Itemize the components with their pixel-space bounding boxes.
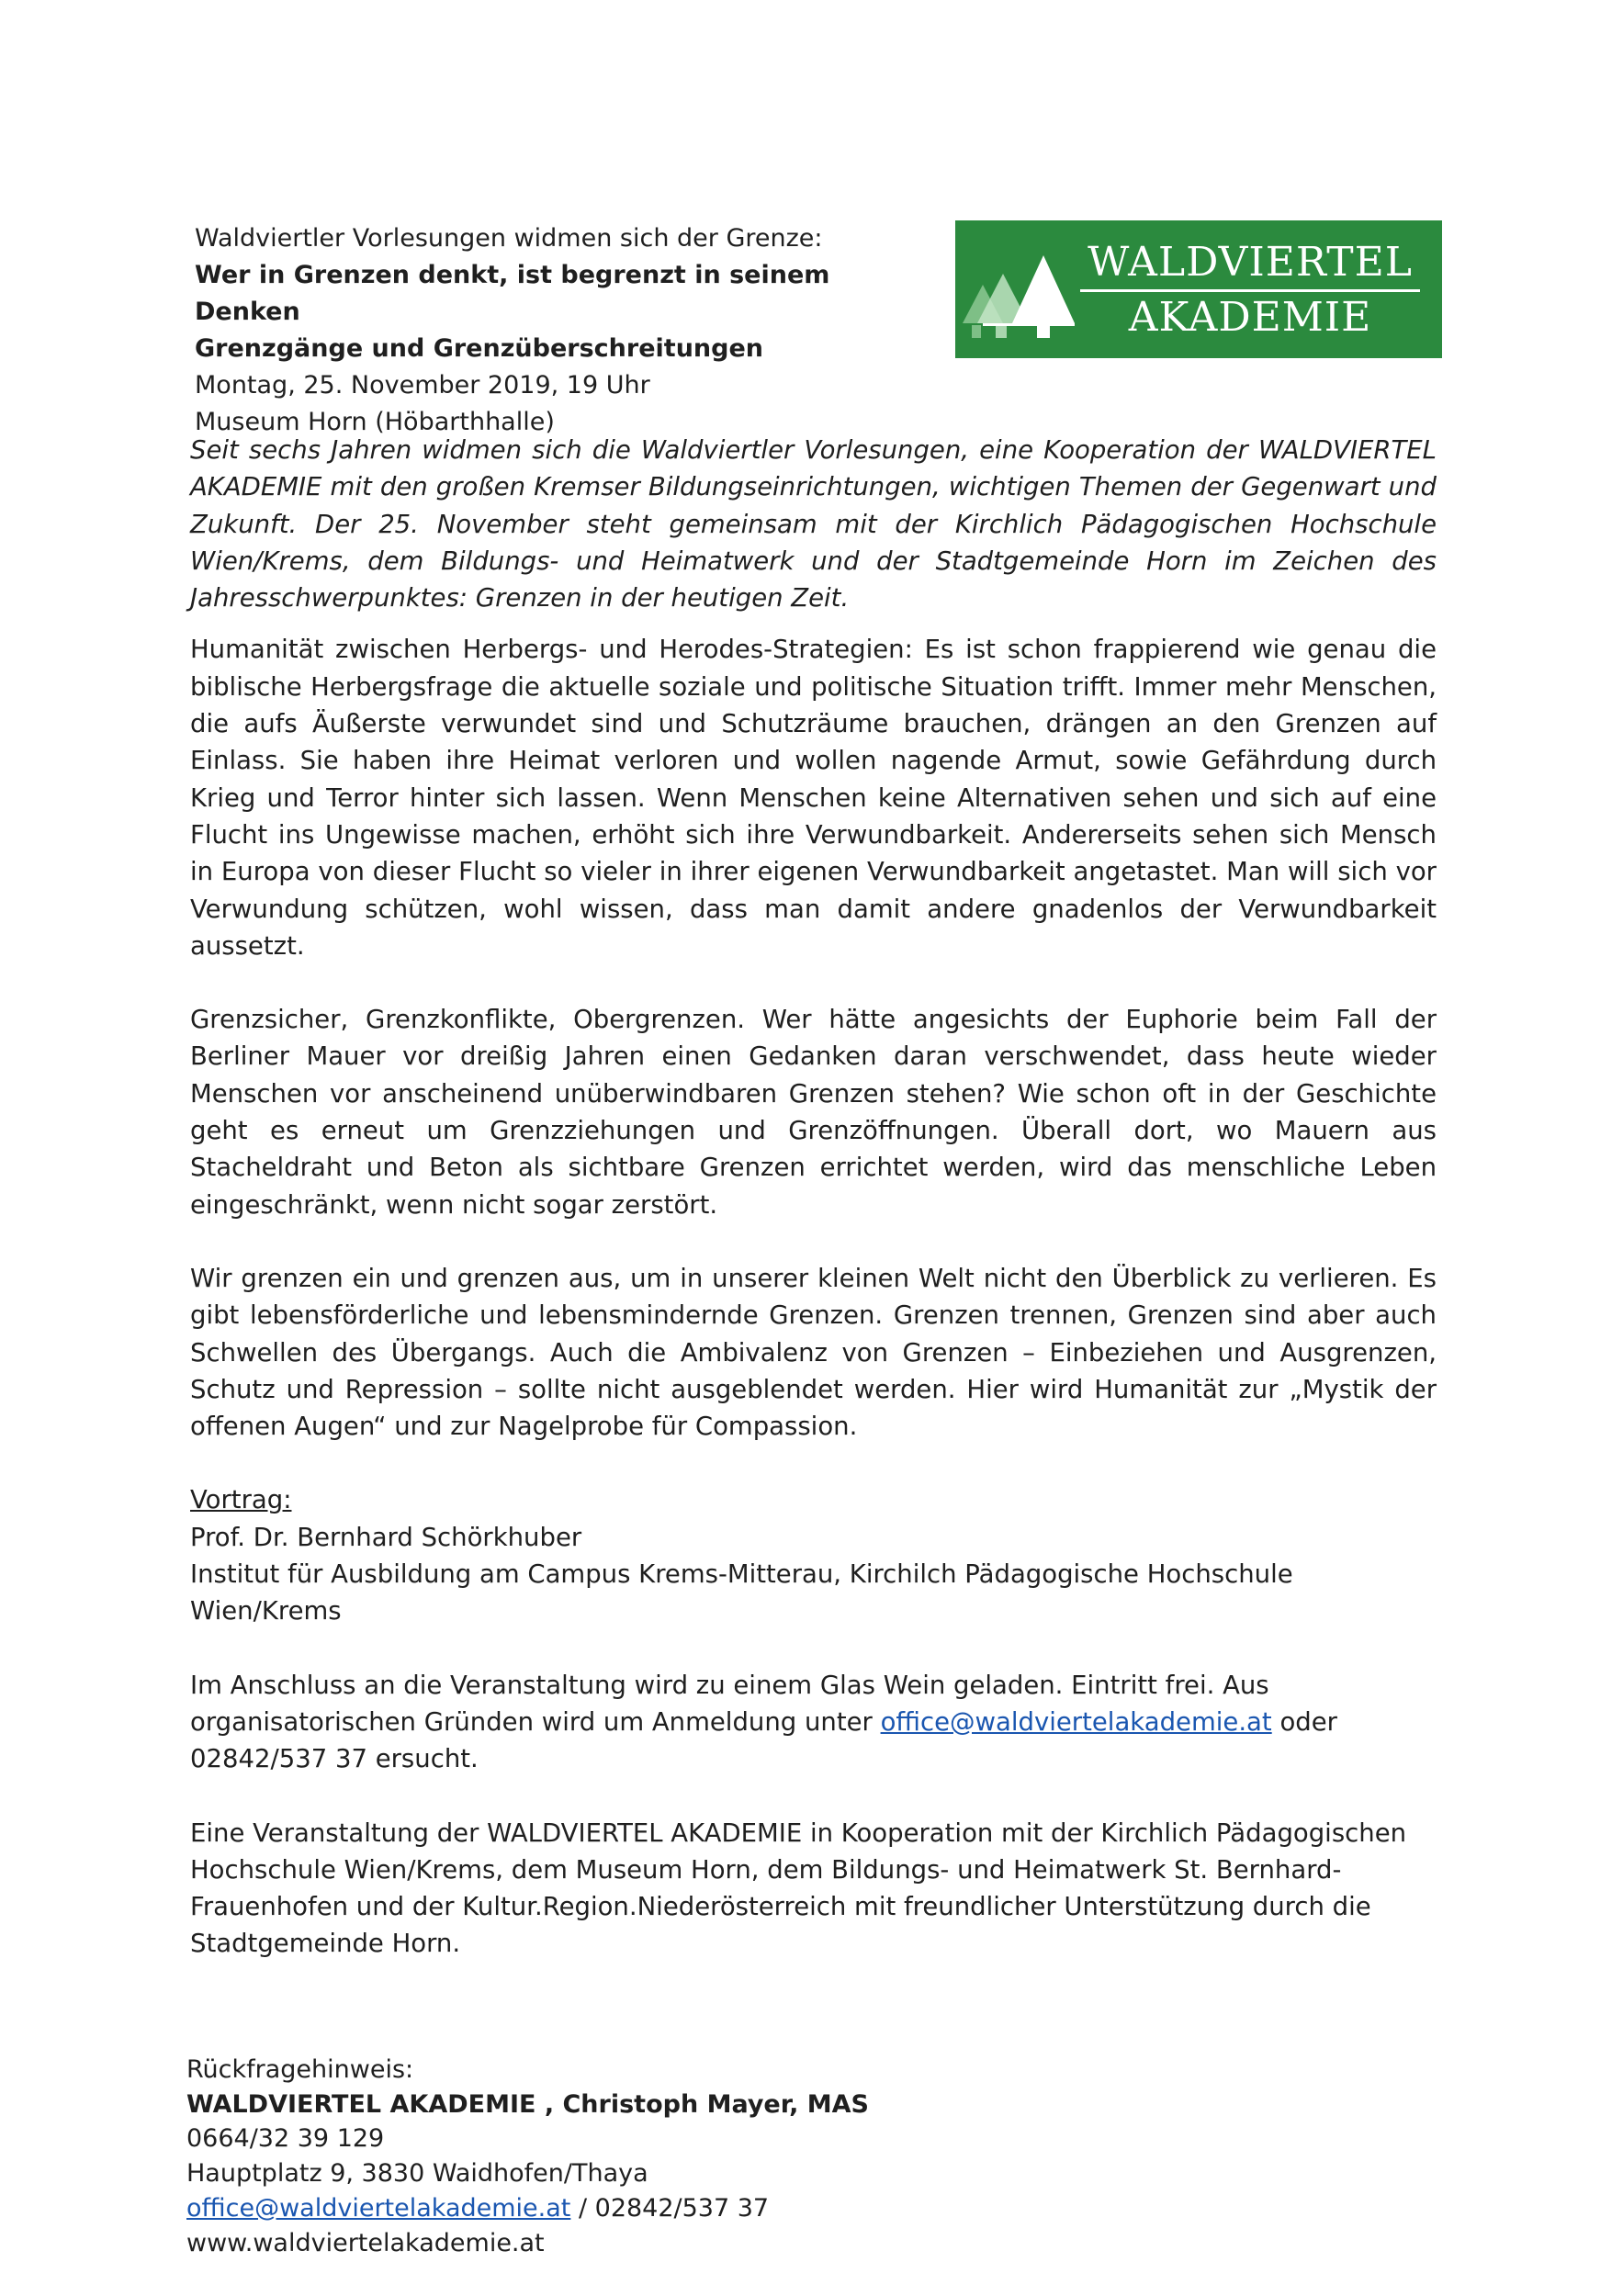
contact-email-line: [186, 2191, 1013, 2226]
event-subtitle: Grenzgänge und Grenzüberschreitungen: [195, 334, 763, 363]
waldviertel-akademie-logo: [955, 220, 1442, 358]
lecture-label: Vortrag:: [190, 1485, 292, 1515]
event-venue: Museum Horn (Höbarthhalle): [195, 408, 555, 436]
series-title: Waldviertler Vorlesungen widmen sich der Grenze:: [195, 224, 823, 253]
lecture-section: [190, 1481, 1437, 1629]
event-date: Montag, 25. November 2019, 19 Uhr: [195, 371, 650, 400]
contact-email-link[interactable]: office@waldviertelakademie.at: [186, 2193, 571, 2223]
invitation-text: Im Anschluss an die Veranstaltung wird zu einem Glas Wein geladen. Eintritt frei. Aus organisatorischen Gründen wird um Anmeldung unter: [190, 1670, 1269, 1737]
invitation-paragraph: [190, 1667, 1437, 1778]
logo-line-waldviertel: WALDVIERTEL: [1088, 239, 1413, 286]
contact-phone: 0664/32 39 129: [186, 2124, 385, 2154]
lecture-affiliation: Institut für Ausbildung am Campus Krems-Mitterau, Kirchilch Pädagogische Hochschule Wien/Krems: [190, 1559, 1293, 1626]
intro-paragraph: Seit sechs Jahren widmen sich die Waldviertler Vorlesungen, eine Kooperation der WALDVIERTEL AKADEMIE mit den großen Kremser Bildungseinrichtungen, wichtigen Themen der Gegenwart und Zukunft. Der 25. November steht gemeinsam mit der Kirchlich Pädagogischen Hochschule Wien/Krems, dem Bildungs- und Heimatwerk und der Stadtgemeinde Horn im Zeichen des Jahresschwerpunktes: Grenzen in der heutigen Zeit.: [190, 435, 1437, 613]
contact-block: [186, 2053, 1013, 2260]
logo-line-akademie: AKADEMIE: [1128, 294, 1372, 341]
contact-name: WALDVIERTEL AKADEMIE , Christoph Mayer, MAS: [186, 2089, 869, 2119]
event-title: Wer in Grenzen denkt, ist begrenzt in seinem Denken: [195, 261, 830, 326]
invitation-email-link[interactable]: office@waldviertelakademie.at: [880, 1706, 1272, 1737]
contact-office-phone: / 02842/537 37: [570, 2193, 770, 2223]
contact-address: Hauptplatz 9, 3830 Waidhofen/Thaya: [186, 2159, 648, 2189]
tree-icon: [955, 220, 1075, 358]
logo-divider: [1080, 289, 1420, 292]
paragraph-ambivalence: Wir grenzen ein und grenzen aus, um in unserer kleinen Welt nicht den Überblick zu verlieren. Es gibt lebensförderliche und lebensmindernde Grenzen. Grenzen trennen, Grenzen sind aber auch Schwellen des Übergangs. Auch die Ambivalenz von Grenzen – Einbeziehen und Ausgrenzen, Schutz und Repression – sollte nicht ausgeblendet werden. Hier wird Humanität zur „Mystik der offenen Augen“ und zur Nagelprobe für Compassion.: [190, 1263, 1437, 1442]
paragraph-borders: Grenzsicher, Grenzkonflikte, Obergrenzen. Wer hätte angesichts der Euphorie beim Fall der Berliner Mauer vor dreißig Jahren einen Gedanken daran verschwendet, dass heute wieder Menschen vor anscheinend unüberwindbaren Grenzen stehen? Wie schon oft in der Geschichte geht es erneut um Grenzziehungen und Grenzöffnungen. Überall dort, wo Mauern aus Stacheldraht und Beton als sichtbare Grenzen errichtet werden, wird das menschliche Leben eingeschränkt, wenn nicht sogar zerstört.: [190, 1005, 1437, 1220]
logo-text: [1067, 239, 1433, 341]
document-body: [190, 432, 1437, 1963]
lecture-speaker: Prof. Dr. Bernhard Schörkhuber: [190, 1522, 582, 1552]
event-header: [195, 220, 930, 441]
paragraph-humanity: Humanität zwischen Herbergs- und Herodes-Strategien: Es ist schon frappierend wie genau die biblische Herbergsfrage die aktuelle soziale und politische Situation trifft. Immer mehr Menschen, die aufs Äußerste verwundet sind und Schutzräume brauchen, drängen an den Grenzen auf Einlass. Sie haben ihre Heimat verloren und wollen nagende Armut, sowie Gefährdung durch Krieg und Terror hinter sich lassen. Wenn Menschen keine Alternativen sehen und sich auf eine Flucht ins Ungewisse machen, erhöht sich ihre Verwundbarkeit. Andererseits sehen sich Mensch in Europa von dieser Flucht so vieler in ihrer eigenen Verwundbarkeit angetastet. Man will sich vor Verwundung schützen, wohl wissen, dass man damit andere gnadenlos der Verwundbarkeit aussetzt.: [190, 635, 1437, 961]
organizer-paragraph: Eine Veranstaltung der WALDVIERTEL AKADEMIE in Kooperation mit der Kirchlich Pädagogischen Hochschule Wien/Krems, dem Museum Horn, dem Bildungs- und Heimatwerk St. Bernhard-Frauenhofen und der Kultur.Region.Niederösterreich mit freundlicher Unterstützung durch die Stadtgemeinde Horn.: [190, 1818, 1407, 1959]
contact-website[interactable]: www.waldviertelakademie.at: [186, 2228, 545, 2257]
invitation-phone-text: oder 02842/537 37 ersucht.: [190, 1706, 1337, 1774]
contact-label: Rückfragehinweis:: [186, 2055, 414, 2084]
